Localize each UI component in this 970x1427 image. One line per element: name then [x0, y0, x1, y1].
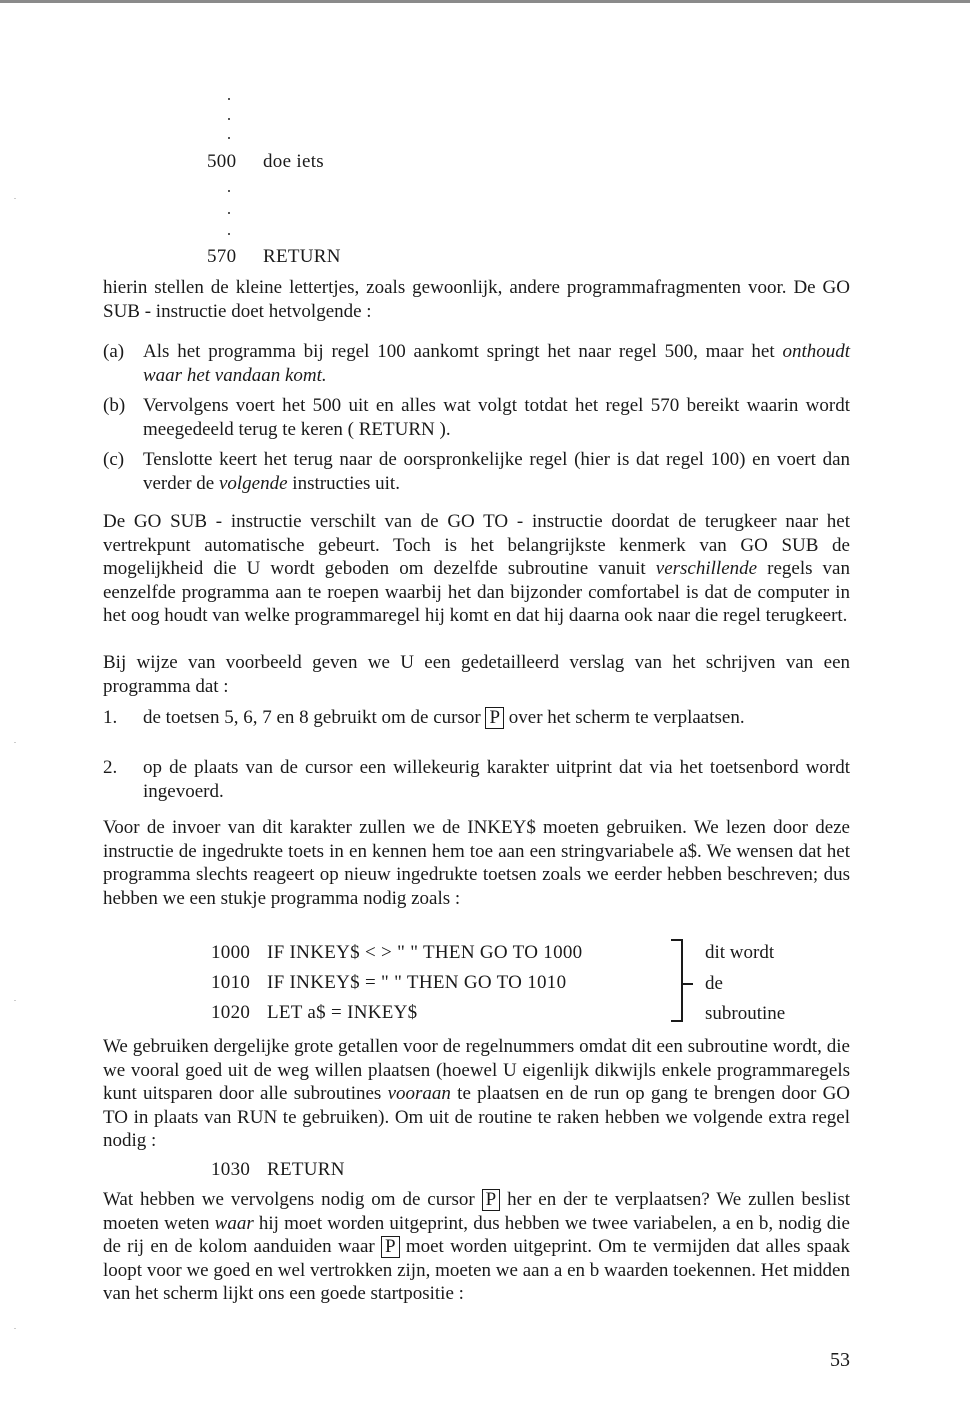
line-number: 1020: [211, 1002, 251, 1023]
paragraph-italic: verschillende: [655, 558, 758, 579]
list-label: 1.: [103, 707, 118, 728]
paragraph-text: te plaatsen en de run op gang te brengen door GO TO in plaats van RUN te gebruiken). Om uit de routine te raken hebben we volgende extra regel nodig :: [103, 1083, 851, 1151]
line-number: 570: [207, 246, 237, 267]
code-text: doe iets: [263, 151, 324, 172]
list-item-c: [103, 448, 850, 495]
paragraph-inkey: Voor de invoer van dit karakter zullen we de INKEY$ moeten gebruiken. We lezen door deze instructie de ingedrukte toets in en kennen hem toe aan een stringvariabele a$. We wensen dat het programma slechts reageert op nieuw ingedrukte toetsen zoals we eerder hebben beschreven; dus hebben we een stukje programma nodig zoals :: [103, 817, 850, 909]
ellipsis-dot: [228, 98, 230, 100]
list-item-b: [103, 394, 850, 441]
paragraph-italic: waar: [214, 1212, 254, 1234]
scan-margin-mark: [14, 1000, 16, 1001]
scan-margin-mark: [14, 198, 16, 199]
ellipsis-dot: [228, 212, 230, 214]
cursor-key-box: P: [381, 1236, 400, 1258]
code-text: IF INKEY$ = " " THEN GO TO 1010: [267, 972, 567, 993]
ellipsis-dot: [228, 137, 230, 139]
code-line-570: [207, 245, 341, 269]
paragraph-text: hij moet worden uitgeprint, dus hebben we twee variabelen, a en b, nodig die de rij en de kolom aanduiden waar: [103, 1212, 850, 1257]
brace-mid-tick: [681, 983, 693, 985]
line-number: 500: [207, 151, 237, 172]
brace-note-3: subroutine: [705, 1003, 786, 1024]
numbered-item-2: [103, 756, 850, 803]
list-item-a: [103, 340, 850, 387]
list-label: 2.: [103, 757, 118, 778]
list-text: de toetsen 5, 6, 7 en 8 gebruikt om de cursor: [143, 707, 486, 728]
brace-top-tick: [671, 939, 682, 941]
paragraph-text: regels van eenzelfde programma aan te roepen waarbij het dan bijzonder comfortabel is dat de computer in het oog houdt van welke programmaregel hij komt en dat hij daarna ook naar die regel terugkeert.: [103, 558, 850, 626]
numbered-item-1: [103, 706, 850, 730]
code-text: RETURN: [267, 1159, 345, 1180]
page-number: 53: [830, 1349, 850, 1371]
list-text: Als het programma bij regel 100 aankomt springt het naar regel 500, maar het: [143, 341, 783, 362]
list-text: Vervolgens voert het 500 uit en alles wat volgt totdat het regel 570 bereikt waarin wordt meegedeeld terug te keren ( RETURN ).: [143, 395, 850, 440]
ellipsis-dot: [228, 233, 230, 235]
list-label: (a): [103, 341, 125, 362]
code-text: RETURN: [263, 246, 341, 267]
paragraph-gosub: [103, 510, 850, 628]
paragraph-italic: vooraan: [387, 1083, 451, 1104]
paragraph-text: her en der te verplaatsen? We zullen beslist moeten weten: [103, 1189, 850, 1234]
ellipsis-dot: [228, 118, 230, 120]
paragraph-text: We gebruiken dergelijke grote getallen voor de regelnummers omdat dit een subroutine wordt, die we vooral goed uit de weg willen plaatsen (hoewel U eigenlijk dikwijls enkele programmaregels kunt uitsparen door alle subroutines: [103, 1036, 850, 1104]
paragraph-text: moet worden uitgeprint. Om te vermijden dat alles spaak loopt voor we goed en wel vertrokken zijn, moeten we aan a en b waarden toekennen. Het midden van het scherm lijkt ons een goede startpositie :: [103, 1236, 850, 1304]
code-line-1020: [211, 1001, 417, 1025]
intro-paragraph: hierin stellen de kleine lettertjes, zoals gewoonlijk, andere programmafragmenten voor. De GO SUB - instructie doet hetvolgende :: [103, 277, 850, 322]
cursor-key-box: P: [482, 1189, 501, 1211]
scan-top-edge: [0, 0, 970, 3]
list-text-italic: volgende: [218, 472, 288, 494]
line-number: 1030: [211, 1159, 251, 1180]
list-label: (c): [103, 449, 125, 470]
paragraph-text: De GO SUB - instructie verschilt van de GO TO - instructie doordat de terugkeer naar het vertrekpunt automatische gebeurt. Toch is het belangrijkste kenmerk van GO SUB de mogelijkheid die U wordt geboden om dezelfde subroutine vanuit: [103, 511, 850, 579]
code-line-1010: [211, 971, 566, 995]
code-line-500: [207, 150, 324, 174]
code-text: IF INKEY$ < > " " THEN GO TO 1000: [267, 942, 583, 963]
list-label: (b): [103, 395, 126, 416]
scan-margin-mark: [14, 1328, 16, 1329]
brace-note-2: de: [705, 973, 723, 994]
code-text: LET a$ = INKEY$: [267, 1002, 418, 1023]
list-text: Tenslotte keert het terug naar de oorspronkelijke regel (hier is dat regel 100) en voert dan verder de: [143, 449, 850, 494]
subroutine-brace: [681, 939, 683, 1022]
paragraph-line-numbers: [103, 1035, 850, 1153]
cursor-key-box: P: [485, 707, 504, 729]
list-text: instructies uit.: [287, 472, 400, 494]
list-text: over het scherm te verplaatsen.: [504, 707, 745, 728]
paragraph-example: Bij wijze van voorbeeld geven we U een gedetailleerd verslag van het schrijven van een programma dat :: [103, 652, 850, 697]
brace-note-1: dit wordt: [705, 942, 775, 963]
line-number: 1010: [211, 972, 251, 993]
code-line-1030: [211, 1158, 345, 1182]
line-number: 1000: [211, 942, 251, 963]
list-text-italic: onthoudt waar het vandaan komt.: [143, 341, 850, 386]
list-text: op de plaats van de cursor een willekeurig karakter uitprint dat via het toetsenbord wordt ingevoerd.: [143, 757, 850, 802]
brace-bottom-tick: [671, 1020, 682, 1022]
code-line-1000: [211, 941, 582, 965]
paragraph-cursor: [103, 1188, 850, 1306]
ellipsis-dot: [228, 190, 230, 192]
scan-margin-mark: [14, 742, 16, 743]
paragraph-text: Wat hebben we vervolgens nodig om de cursor: [103, 1189, 482, 1210]
